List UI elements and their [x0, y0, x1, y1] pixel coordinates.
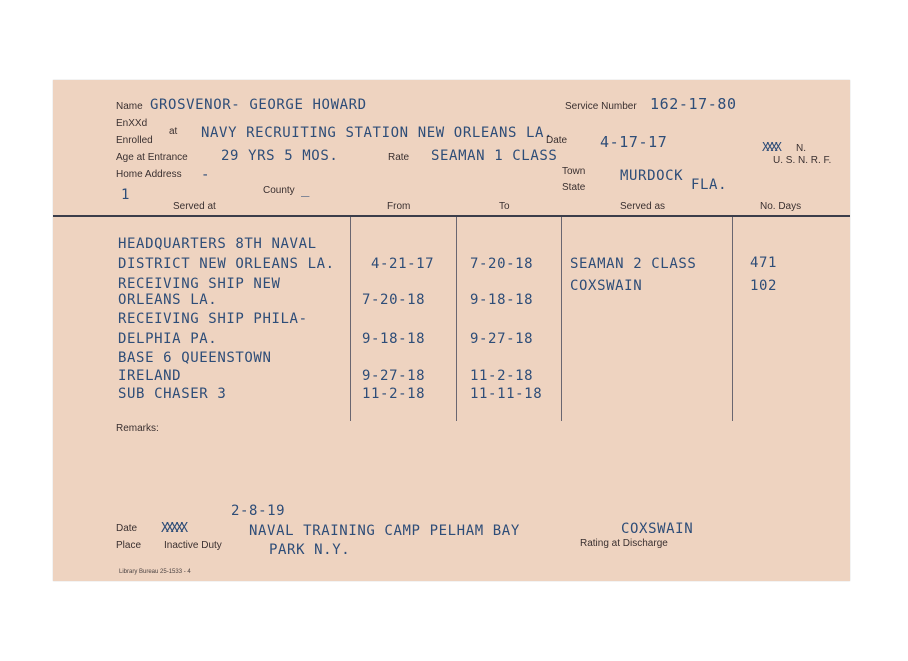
served-at-line: IRELAND	[118, 368, 182, 384]
served-as-value: SEAMAN 2 CLASS	[570, 256, 697, 272]
town-value: MURDOCK	[620, 168, 684, 184]
home-address-number: 1	[121, 187, 131, 203]
days-value: 102	[750, 278, 778, 294]
served-at-line: HEADQUARTERS 8TH NAVAL	[118, 236, 317, 252]
form-number: Library Bureau 25-1533 - 4	[119, 569, 191, 575]
to-date: 11-2-18	[470, 368, 534, 384]
served-at-line: BASE 6 QUEENSTOWN	[118, 350, 272, 366]
home-address-dash: -	[201, 167, 211, 183]
discharge-place-line1: NAVAL TRAINING CAMP PELHAM BAY	[249, 523, 520, 539]
served-at-line: DELPHIA PA.	[118, 331, 218, 347]
served-as-value: COXSWAIN	[570, 278, 643, 294]
home-address-label: Home Address	[116, 169, 182, 180]
from-date: 4-21-17	[371, 256, 435, 272]
served-at-line: DISTRICT NEW ORLEANS LA.	[118, 256, 335, 272]
county-label: County	[263, 185, 295, 196]
from-date: 7-20-18	[362, 292, 426, 308]
name-value: GROSVENOR- GEORGE HOWARD	[150, 97, 367, 113]
discharge-date-label: Date	[116, 523, 138, 534]
column-divider-served-as	[561, 217, 562, 421]
to-date: 9-27-18	[470, 331, 534, 347]
rating-value: COXSWAIN	[621, 521, 694, 537]
to-date: 7-20-18	[470, 256, 534, 272]
service-record-card	[53, 80, 850, 581]
state-label: State	[562, 182, 586, 193]
age-value: 29 YRS 5 MOS.	[221, 148, 339, 164]
rate-value: SEAMAN 1 CLASS	[431, 148, 558, 164]
table-header-rule	[53, 215, 850, 217]
served-at-line: SUB CHASER 3	[118, 386, 227, 402]
enrolled-label: Enrolled	[116, 135, 153, 146]
state-value: FLA.	[691, 177, 728, 193]
usnrf-label: U. S. N. R. F.	[773, 155, 832, 166]
from-date: 9-18-18	[362, 331, 426, 347]
town-label: Town	[562, 166, 586, 177]
age-label: Age at Entrance	[116, 152, 188, 163]
discharge-place-line2: PARK N.Y.	[269, 542, 351, 558]
served-at-line: ORLEANS LA.	[118, 292, 218, 308]
enlisted-label: EnXXd	[116, 118, 148, 129]
remarks-label: Remarks:	[116, 423, 159, 434]
crossed-out-footer-entry: XXXXX	[161, 521, 186, 536]
from-date: 11-2-18	[362, 386, 426, 402]
crossed-out-entry: XXXX	[762, 140, 779, 154]
county-dash: _	[301, 181, 311, 197]
rate-label: Rate	[388, 152, 410, 163]
served-at-line: RECEIVING SHIP NEW	[118, 276, 281, 292]
station-value: NAVY RECRUITING STATION NEW ORLEANS LA.	[201, 125, 554, 141]
to-date: 11-11-18	[470, 386, 543, 402]
at-label: at	[169, 126, 178, 137]
service-number-label: Service Number	[565, 101, 637, 112]
discharge-date-value: 2-8-19	[231, 503, 286, 519]
n-suffix: N.	[796, 143, 806, 154]
service-number-value: 162-17-80	[650, 95, 737, 113]
to-date: 9-18-18	[470, 292, 534, 308]
col-served-at: Served at	[173, 201, 216, 212]
served-at-line: RECEIVING SHIP PHILA-	[118, 311, 308, 327]
name-label: Name	[116, 101, 143, 112]
col-served-as: Served as	[620, 201, 666, 212]
rating-label: Rating at Discharge	[580, 538, 668, 549]
from-date: 9-27-18	[362, 368, 426, 384]
col-from: From	[387, 201, 411, 212]
column-divider-days	[732, 217, 733, 421]
col-no-days: No. Days	[760, 201, 802, 212]
col-to: To	[499, 201, 510, 212]
inactive-duty-label: Inactive Duty	[164, 540, 222, 551]
enrollment-date-value: 4-17-17	[600, 133, 668, 151]
days-value: 471	[750, 255, 778, 271]
date-label: Date	[546, 135, 568, 146]
column-divider-from	[350, 217, 351, 421]
place-label: Place	[116, 540, 142, 551]
column-divider-to	[456, 217, 457, 421]
